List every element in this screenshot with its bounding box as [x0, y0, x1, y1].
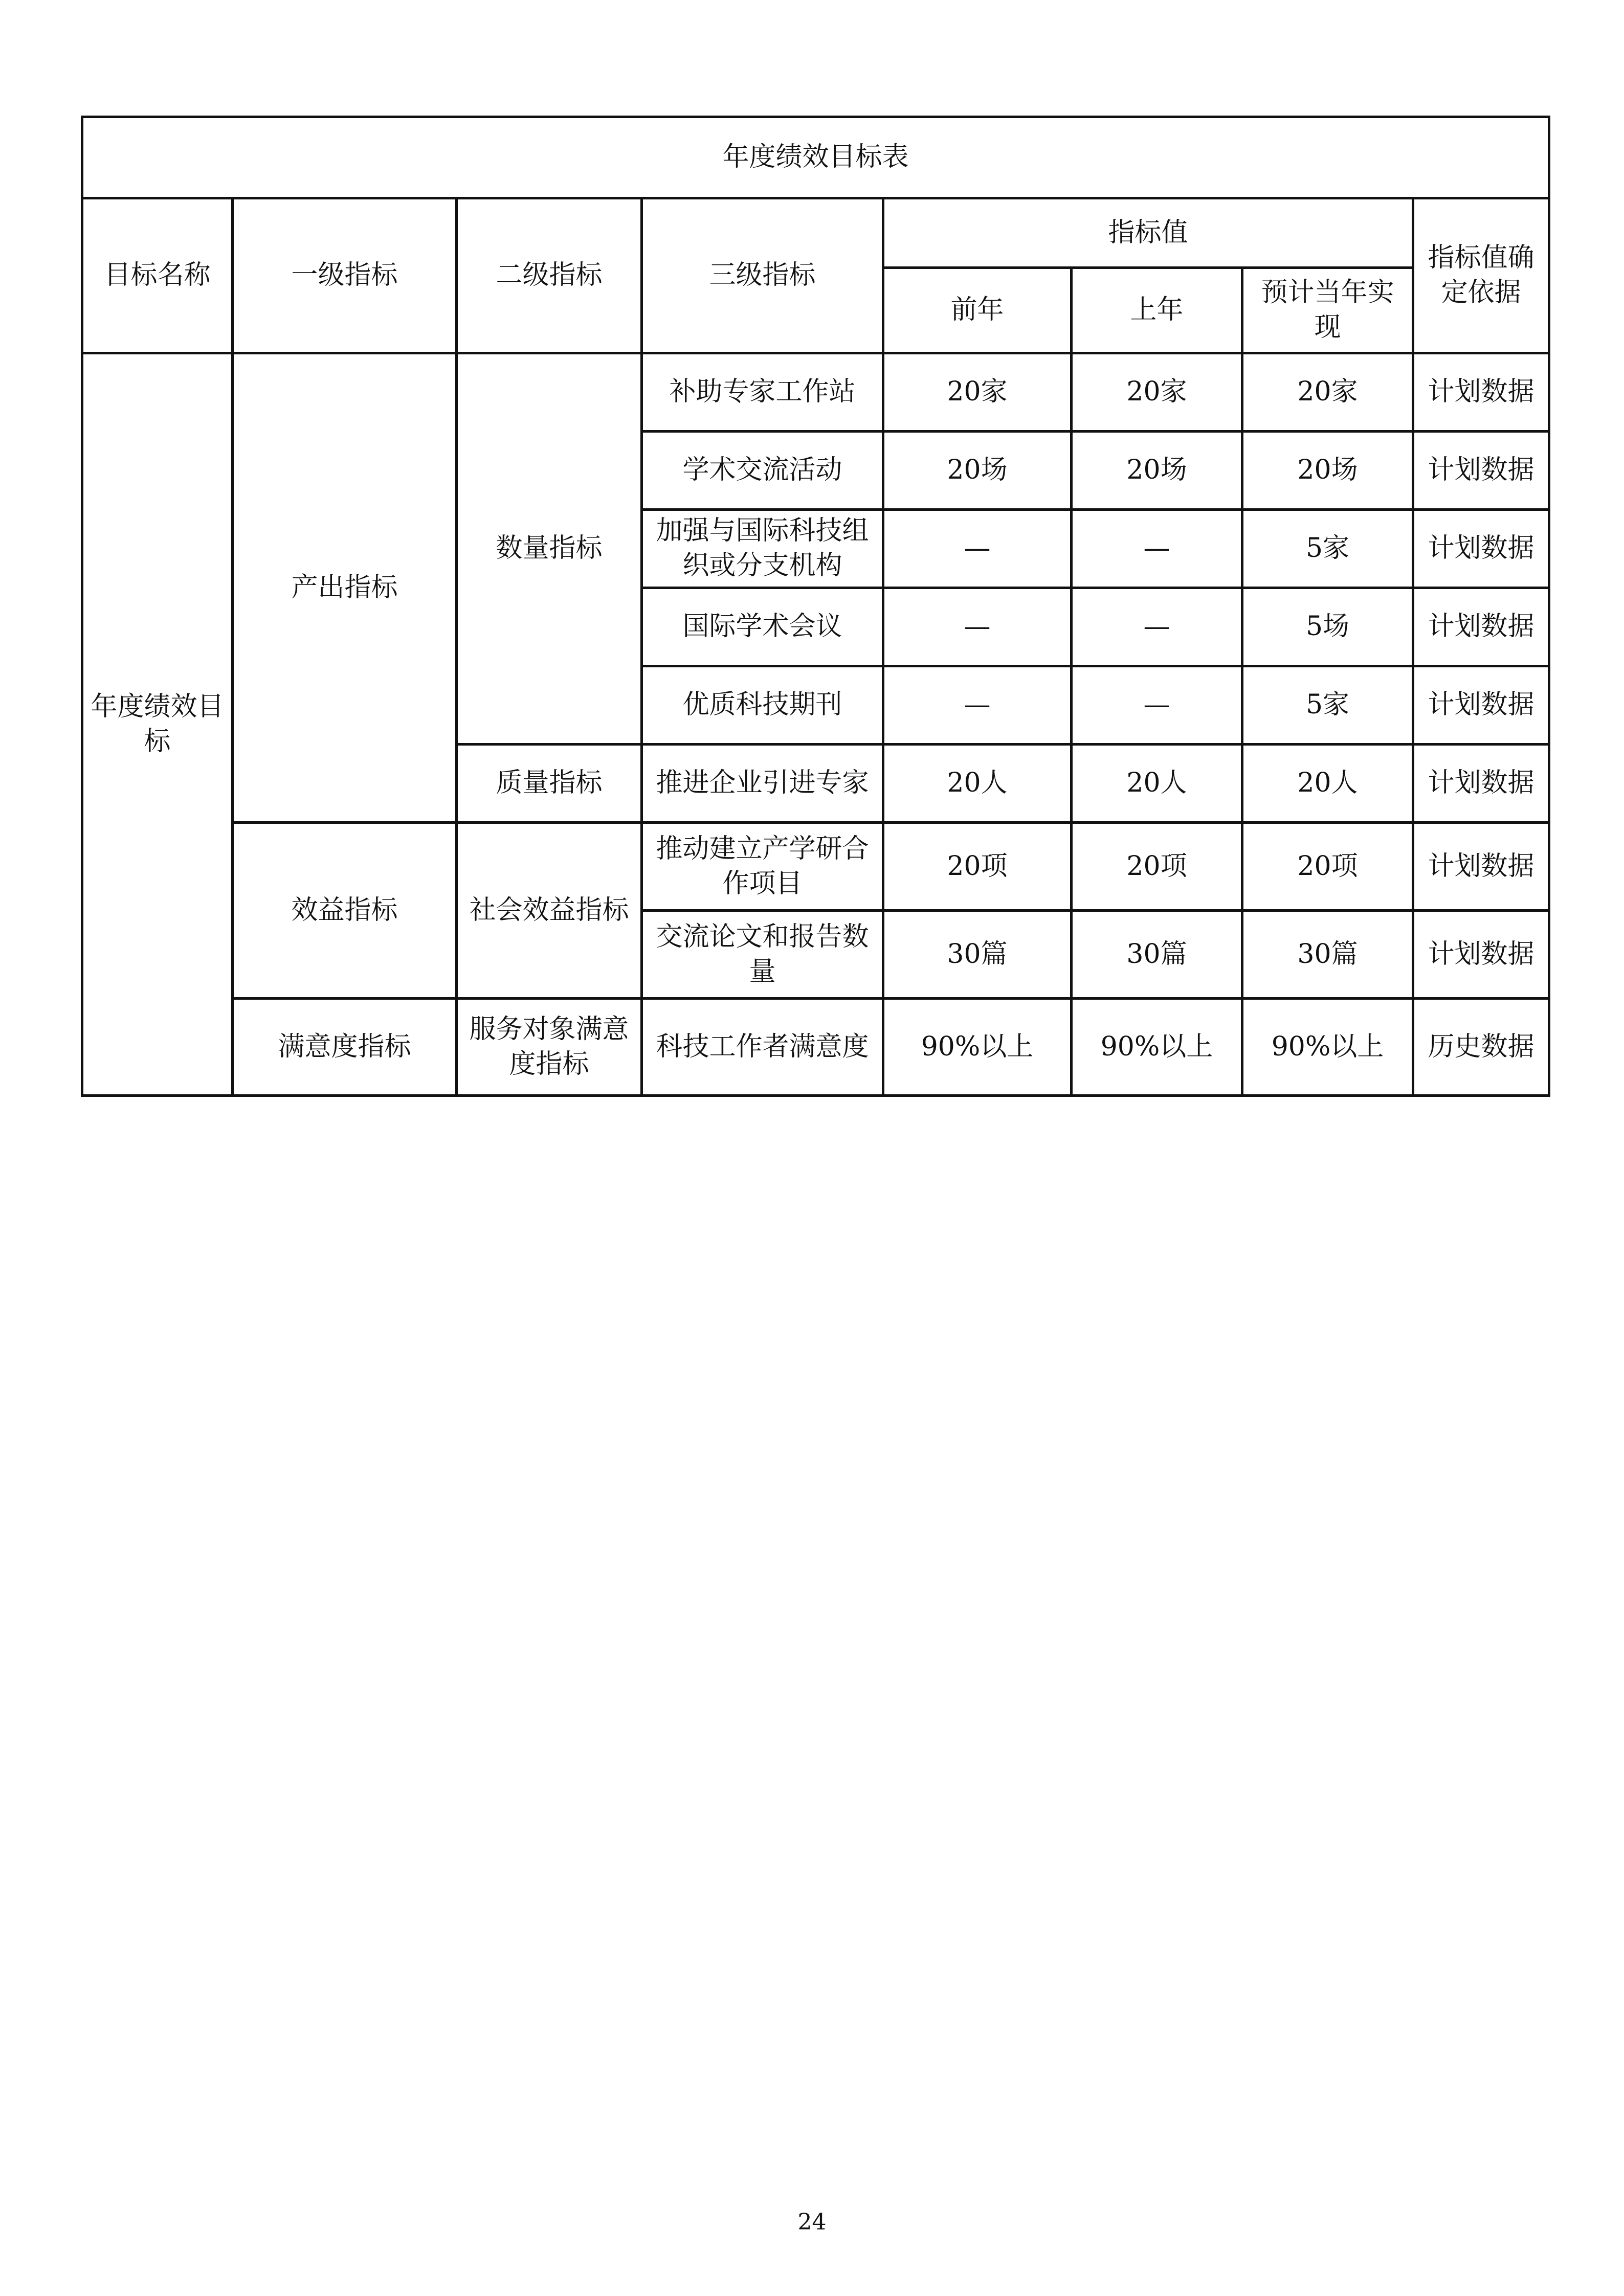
group-quality: 质量指标	[457, 745, 642, 823]
row-expected: 20项	[1242, 823, 1413, 911]
row-prev: —	[883, 588, 1072, 666]
row-prev: 90%以上	[883, 999, 1072, 1096]
row-last: —	[1072, 588, 1242, 666]
row-expected: 5家	[1242, 666, 1413, 745]
row-basis: 历史数据	[1413, 999, 1549, 1096]
header-last-year: 上年	[1072, 268, 1242, 353]
row-name: 优质科技期刊	[642, 666, 883, 745]
row-expected: 20家	[1242, 353, 1413, 432]
row-basis: 计划数据	[1413, 510, 1549, 588]
row-name: 交流论文和报告数量	[642, 911, 883, 999]
row-basis: 计划数据	[1413, 353, 1549, 432]
row-last: 20项	[1072, 823, 1242, 911]
row-basis: 计划数据	[1413, 432, 1549, 510]
group-satisfaction: 满意度指标	[233, 999, 457, 1096]
row-expected: 30篇	[1242, 911, 1413, 999]
row-last: 20家	[1072, 353, 1242, 432]
row-last: —	[1072, 666, 1242, 745]
row-expected: 5家	[1242, 510, 1413, 588]
row-last: —	[1072, 510, 1242, 588]
target-name-cell: 年度绩效目标	[82, 353, 233, 1096]
row-prev: 30篇	[883, 911, 1072, 999]
header-prev-year: 前年	[883, 268, 1072, 353]
table-row	[82, 353, 1549, 432]
row-prev: —	[883, 510, 1072, 588]
row-name: 学术交流活动	[642, 432, 883, 510]
row-name: 推进企业引进专家	[642, 745, 883, 823]
row-basis: 计划数据	[1413, 666, 1549, 745]
row-expected: 90%以上	[1242, 999, 1413, 1096]
row-last: 20场	[1072, 432, 1242, 510]
header-level1: 一级指标	[233, 198, 457, 353]
header-level3: 三级指标	[642, 198, 883, 353]
header-basis: 指标值确定依据	[1413, 198, 1549, 353]
group-quantity: 数量指标	[457, 353, 642, 745]
table-title: 年度绩效目标表	[82, 117, 1549, 198]
row-last: 20人	[1072, 745, 1242, 823]
group-output: 产出指标	[233, 353, 457, 823]
row-expected: 20场	[1242, 432, 1413, 510]
group-social: 社会效益指标	[457, 823, 642, 999]
row-expected: 20人	[1242, 745, 1413, 823]
row-basis: 计划数据	[1413, 823, 1549, 911]
row-prev: 20项	[883, 823, 1072, 911]
row-last: 90%以上	[1072, 999, 1242, 1096]
row-name: 国际学术会议	[642, 588, 883, 666]
row-last: 30篇	[1072, 911, 1242, 999]
row-name: 推动建立产学研合作项目	[642, 823, 883, 911]
page-number: 24	[797, 2209, 827, 2235]
row-prev: 20人	[883, 745, 1072, 823]
header-target-name: 目标名称	[82, 198, 233, 353]
performance-target-table	[81, 116, 1550, 1097]
header-level2: 二级指标	[457, 198, 642, 353]
table-row	[82, 823, 1549, 911]
row-basis: 计划数据	[1413, 911, 1549, 999]
header-expected: 预计当年实现	[1242, 268, 1413, 353]
header-value: 指标值	[883, 198, 1413, 268]
row-name: 科技工作者满意度	[642, 999, 883, 1096]
row-prev: —	[883, 666, 1072, 745]
row-prev: 20家	[883, 353, 1072, 432]
row-name: 补助专家工作站	[642, 353, 883, 432]
row-basis: 计划数据	[1413, 588, 1549, 666]
group-service: 服务对象满意度指标	[457, 999, 642, 1096]
table-row	[82, 999, 1549, 1096]
row-expected: 5场	[1242, 588, 1413, 666]
group-benefit: 效益指标	[233, 823, 457, 999]
row-name: 加强与国际科技组织或分支机构	[642, 510, 883, 588]
row-prev: 20场	[883, 432, 1072, 510]
row-basis: 计划数据	[1413, 745, 1549, 823]
